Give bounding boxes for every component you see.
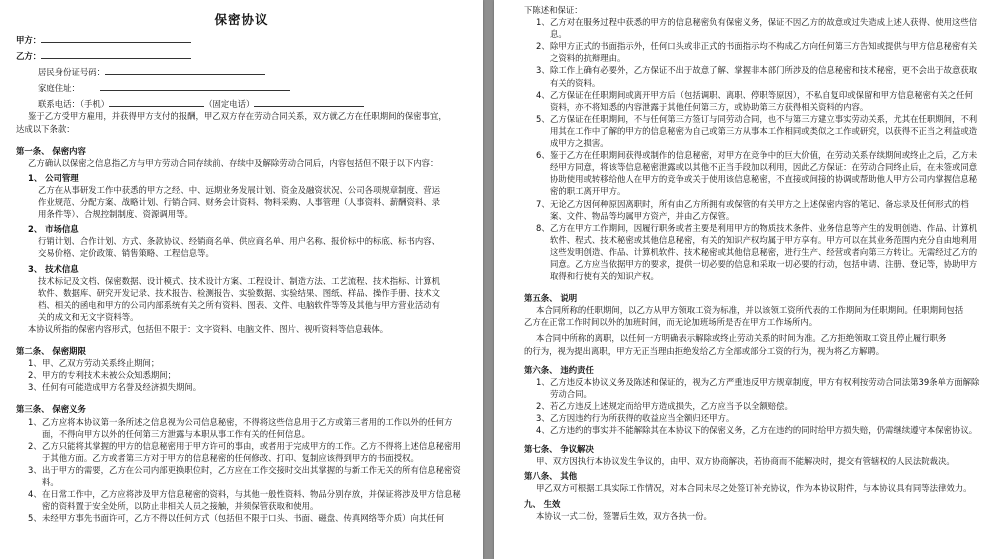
list-item: 6、 鉴于乙方在任职期间获得或制作的信息秘密，对甲方在竞争中的巨大价值，在劳动关系存续期间或终止之后，乙方未经甲方同意，将该等信息秘密泄露或以其他不正当手段加以利用，因此乙方保证：在劳动合同终止后，在未签或同意协助使用或转移给他人在甲方的竞争或关于使用该信息秘密，不直接或间接的协调或帮助他人甲方公司内掌握信息秘密的职工离开甲方。 [536,150,978,197]
list-item: 4、 乙方违约的事实并不能解除其在本协议下的保密义务，乙方在违约的同时给甲方损失赔，仍需继续遵守本保密协议。 [536,425,978,436]
section-7-heading: 第七条、 争议解决 [524,444,594,455]
paragraph-line: 本合同所称的任职期间，以乙方从甲方领取工资为标准，并以该领工资所代表的工作期间为任职期间。任职期间包括 [536,305,964,316]
list-item: 2、 若乙方违反上述规定而给甲方造成损失，乙方应当予以全额赔偿。 [536,400,793,411]
paragraph-line: 用条件等）、合规控制制度、资源调用等。 [38,209,193,220]
intro-paragraph: 鉴于乙方受甲方雇用，并获得甲方支付的报酬，甲乙双方存在劳动合同关系，双方就乙方在任职期间的保密事宜， [28,111,447,122]
document-page-right [494,0,998,559]
section-8-heading: 第八条、 其他 [524,471,578,482]
list-item: 2、 乙方只能将其掌握的甲方的信息秘密用于甲方许可的事由，或者用于完成甲方的工作。乙方不得将上述信息秘密用于其他方面。乙方或者第三方对于甲方的信息秘密的任何修改、打印、复制应该得到甲方的书面授权。 [28,440,461,463]
paragraph-line: 档、相关的函电和甲方的公司内部系统有关之所有资料、图表、文件、电脑软件等等及其他与甲方营业活动有 [38,299,440,310]
list-item: 1、 乙方违反本协议义务及陈述和保证的，视为乙方严重违反甲方规章制度，甲方有权利按劳动合同法第39条单方面解除劳动合同。 [536,376,980,399]
section-1-closing: 本协议所指的保密内容形式，包括但不限于：文字资料、电脑文件、图片、视听资料等信息载体。 [28,323,389,334]
list-item: 1、 乙方对在服务过程中获悉的甲方的信息秘密负有保密义务，保证不因乙方的故意或过失造成上述人获得、使用这些信息。 [536,17,978,40]
list-item: 3、 除工作上确有必要外，乙方保证不出于故意了解、掌握非本部门所涉及的信息秘密和技术秘密，更不会出于故意获取有关的资料。 [536,65,978,88]
intro-paragraph-cont: 达成以下条款： [16,123,75,134]
list-item: 7、 无论乙方因何种原因离职时，所有由乙方所拥有或保管的有关甲方之上述保密内容的笔记、备忘录及任何形式的档案、文件、物品等均属甲方资产，并由乙方保管。 [536,198,969,221]
paragraph-line: 软件、数据库、研究开发记录、技术报告、检测报告、实验数据、实验结果、图纸、样品、操作手册、技术文 [38,287,440,298]
list-item: 1、 甲、乙双方劳动关系终止期间； [28,358,160,369]
id-number-field: 居民身份证号码： [16,66,467,78]
subsection-management: 1、 公司管理 [28,172,79,183]
list-item: 1、 乙方应将本协议第一条所述之信息视为公司信息秘密，不得将这些信息用于乙方或第三者用的工作以外的任何方面，不得向甲方以外的任何第三方泄露与本职从事工作有关的任何信息。 [28,416,453,439]
paragraph-line: 作业规范、分配方案、战略计划、行销合同、财务会计资料、物料采购、人事管理（人事资料、薪酬资料、录 [38,197,440,208]
party-a-field: 甲方： [16,34,467,46]
paragraph-line: 本合同中所称的离职，以任何一方明确表示解除或终止劳动关系的时间为准。乙方拒绝领取工资且停止履行职务 [536,333,947,344]
list-item: 3、 出于甲方的需要，乙方在公司内部更换职位时，乙方应在工作交接时交出其掌握的与新工作无关的所有信息秘密资料。 [28,464,461,487]
paragraph-line: 本协议一式二份，签署后生效，双方各执一份。 [536,510,712,521]
paragraph-line: 甲乙双方可根据工具实际工作情况，对本合同未尽之处签订补充协议，作为本协议附件，与本协议具有同等法律效力。 [536,483,972,494]
paragraph-line: 乙方在从事研发工作中获悉的甲方之经、中、远期业务发展计划、资金及融资状况、公司各项规章制度、营运 [38,184,440,195]
subsection-technical: 3、 技术信息 [28,263,79,274]
section-5-heading: 第五条、 说明 [524,293,578,304]
paragraph-line: 关的成文和无文字资料等。 [38,311,139,322]
document-title: 保密协议 [214,12,269,27]
list-item: 8、 乙方在甲方工作期间，因履行职务或者主要是利用甲方的物质技术条件、业务信息等产生的发明创造、作品、计算机软件、程式、技术秘密或其他信息秘密，有关的知识产权均属于甲方享有。甲方可以在其业务范围内充分自由地利用这些发明创造、作品、计算机软件、技术秘密或其他信息秘密，进行生产、经营或者向第三方转让。无需经过乙方的同意。乙方应当依据甲方的要求，提供一切必要的信息和采取一切必要的行动，包括申请、注册、登记等，协助甲方取得和行使有关的知识产权。 [536,222,978,282]
continuation-line: 下陈述和保证： [524,5,583,15]
document-page-left [0,0,483,559]
paragraph-line: 交易价格、定价政策、销售策略、工程信息等。 [38,248,214,259]
paragraph-line: 技术标记及文档、保密数据、设计模式、技术设计方案、工程设计、制造方法、工艺流程、技术指标、计算机 [38,275,440,286]
list-item: 5、 乙方保证在任职期间，不与任何第三方签订与同劳动合同，也不与第三方建立事实劳动关系，尤其在任职期间，不利用其在工作中了解的甲方的信息秘密为自己或第三方从事本工作相同或类似之工作或研究，以获得不正当之利益或造成甲方之损害。 [536,113,978,149]
list-item: 4、 在日常工作中，乙方应将涉及甲方信息秘密的资料，与其他一般性资料、物品分别存放，并保证将涉及甲方信息秘密的资料置于安全处所，以防止非相关人员之接触，并须保管获取和使用。 [28,489,461,512]
section-6-heading: 第六条、 违约责任 [524,364,594,375]
list-item: 5、 未经甲方事先书面许可，乙方不得以任何方式（包括但不限于口头、书面、磁盘、传真网络等介质）向其任何 [28,513,444,524]
section-1-heading: 第一条、 保密内容 [16,145,86,156]
section-3-heading: 第三条、 保密义务 [16,404,86,415]
paragraph-line: 甲、双方因执行本协议发生争议的，由甲、双方协商解决，若协商而不能解决时，提交有管辖权的人民法院裁决。 [536,456,955,467]
contact-field: 联系电话：（手机） （固定电话） [16,98,467,110]
list-item: 2、 甲方的专利技术未被公众知悉期间； [28,370,176,381]
address-field: 家庭住址： [16,82,467,94]
party-b-field: 乙方： [16,50,467,62]
paragraph-line: 的行为，视为提出离职，甲方无正当理由拒绝发给乙方全部或部分工资的行为，视为将乙方解聘。 [524,345,885,356]
list-item: 3、 任何有可能造成甲方名誉及经济损失期间。 [28,382,202,393]
paragraph-line: 行销计划、合作计划、方式、条款协议、经销商名单、供应商名单、用户名称、报价标中的标底、标书内容、 [38,236,440,247]
list-item: 4、 乙方保证在任职期间或离开甲方后（包括调职、离职、停职等原因），不私自复印或保留和甲方信息秘密有关之任何资料，亦不将知悉的内容泄露于其他任何第三方，或协助第三方获得相关资料的内容。 [536,89,973,112]
list-item: 2、 除甲方正式的书面指示外，任何口头或非正式的书面指示均不构成乙方向任何第三方告知或提供与甲方信息秘密有关之资料的抗辩理由。 [536,41,978,64]
section-9-heading: 九、 生效 [524,498,561,509]
subsection-market: 2、 市场信息 [28,224,79,235]
list-item: 3、 乙方因违约行为所获得的收益应当全额归还甲方。 [536,413,735,423]
section-2-heading: 第二条、 保密期限 [16,346,86,357]
paragraph-line: 乙方在正常工作时间以外的加班时间，而无论加班场所是否在甲方工作场所内。 [524,317,818,328]
section-1-intro: 乙方确认以保密之信息指乙方与甲方劳动合同存续前、存续中及解除劳动合同后，内容包括但不限于以下内容： [28,157,439,168]
